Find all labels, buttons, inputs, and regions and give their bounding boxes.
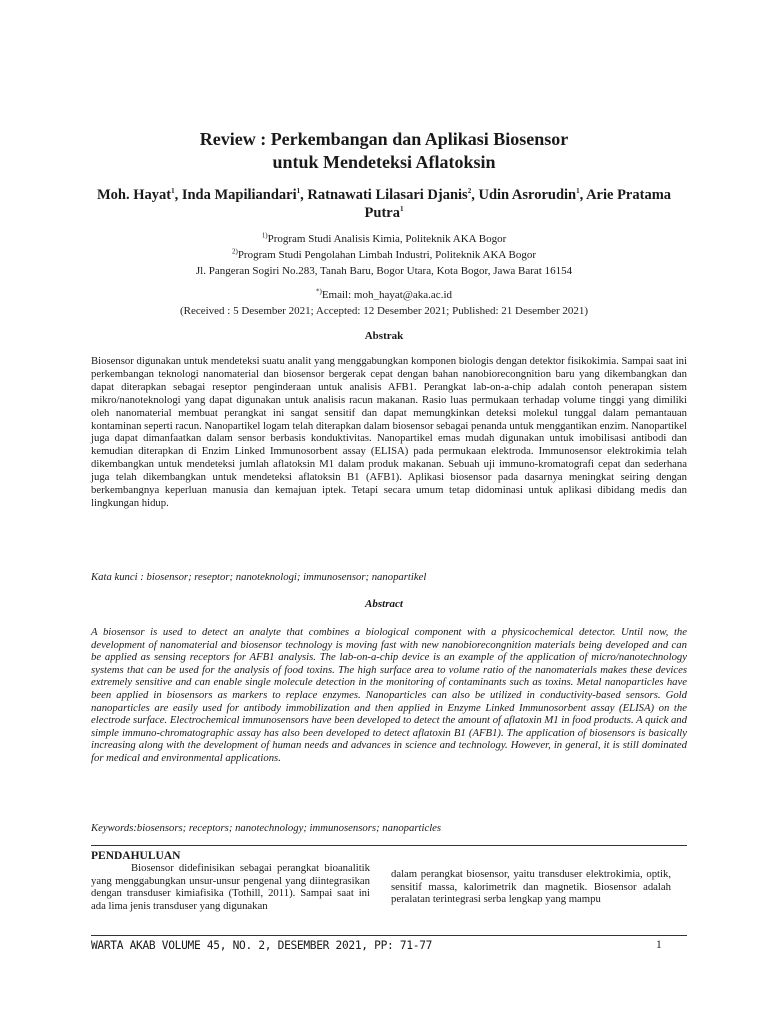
affiliation-address: Jl. Pangeran Sogiri No.283, Tanah Baru, Bogor Utara, Kota Bogor, Jawa Barat 16154 <box>195 265 573 277</box>
affiliation: $^{1)}$Program Studi Analisis Kimia, Politeknik AKA Bogor <box>261 231 507 245</box>
section-heading: PENDAHULUAN <box>91 850 181 862</box>
footer-divider <box>91 935 687 936</box>
author: Inda Mapiliandari$^1$, <box>181 187 308 203</box>
abstract-heading: Abstract <box>365 598 403 610</box>
abstrak-heading: Abstrak <box>364 330 404 342</box>
received-dates: (Received : 5 Desember 2021; Accepted: 12 Desember 2021; Published: 21 Desember 2021) <box>179 305 589 317</box>
journal-footer: WARTA AKAB VOLUME 45, NO. 2, DESEMBER 2021, PP: 71-77 <box>91 939 433 952</box>
body-column-left <box>91 862 370 912</box>
paper-title <box>0 128 768 174</box>
contact-info <box>0 287 768 319</box>
paragraph: Biosensor didefinisikan sebagai perangkat bioanalitik yang menggabungkan unsur-unsur pengenal yang diintegrasikan dengan transduser kimiafisika (Tothill, 2011). Sampai saat ini ada lima jenis transduser yang digunakan <box>91 862 370 912</box>
kata-kunci: Kata kunci : biosensor; reseptor; nanoteknologi; immunosensor; nanopartikel <box>91 571 427 583</box>
affiliation: $^{2)}$Program Studi Pengolahan Limbah Industri, Politeknik AKA Bogor <box>231 247 537 261</box>
page-number: 1 <box>656 939 662 951</box>
paragraph: dalam perangkat biosensor, yaitu transduser elektrokimia, optik, sensitif massa, kalorimetrik dan magnetik. Biosensor adalah peralatan terintegrasi serba lengkap yang mampu <box>391 868 671 906</box>
author: Arie Pratama Putra$^1$ <box>364 187 672 221</box>
title-line-1: Review : Perkembangan dan Aplikasi Biosensor <box>199 129 569 149</box>
email-line: *)Email: moh_hayat@aka.ac.id <box>315 287 452 301</box>
abstract-body: A biosensor is used to detect an analyte that combines a biological component with a physicochemical detector. Until now, the development of nanomaterial and biosensor technology is moving fast with new nanobiorecongnition materials being developed and can be applied as sensing receptors for AFB1 analysis. The lab-on-a-chip device is an example of the application of micro/nanotechnology systems that can be used for the analysis of food toxins. The high surface area to volume ratio of the nanomaterials makes these devices extremely sensitive and can enable single molecule detection in the monitoring of contaminants such as toxins. Metal nanoparticles have been applied in biosensors as markers to replace enzymes. Nanoparticles can also be utilized in conductivity-based sensors. Gold nanoparticles are easily used for antibody immobilization and then applied in Enzyme Linked Immunosorbent assay (ELISA) on the electrode surface. Electrochemical immunosensors have been developed to detect the amount of aflatoxin M1 in food products. A quick and simple immuno-chromatographic assay has also been developed to detect aflatoxin B1 (AFB1). The application of biosensors is basically increasing along with the development of human needs and advances in science and technology. However, in general, it is still dominated for medical and environmental applications. <box>91 626 687 764</box>
keywords: Keywords:biosensors; receptors; nanotechnology; immunosensors; nanoparticles <box>91 822 442 834</box>
author: Moh. Hayat$^1$, <box>96 187 182 203</box>
author-list <box>90 186 678 222</box>
section-divider-top <box>91 845 687 846</box>
body-column-right <box>391 868 671 906</box>
affiliations <box>0 231 768 279</box>
abstrak-body: Biosensor digunakan untuk mendeteksi suatu analit yang menggabungkan komponen biologis dengan detektor fisikokimia. Sampai saat ini perkembangan teknologi nanomaterial dan biosensor bergerak cepat dengan bahan nanobiorecongnition baru yang dikembangkan dan dapat diterapkan sebagai reseptor penginderaan untuk analisis AFB1. Perangkat lab-on-a-chip adalah contoh penerapan sistem mikro/nanoteknologi yang dapat digunakan untuk analisis racun makanan. Rasio luas permukaan terhadap volume tinggi yang dimiliki oleh nanomaterial membuat perangkat ini sangat sensitif dan dapat memungkinkan deteksi molekul tunggal dalam pemantauan kontaminan seperti racun. Nanopartikel logam telah diterapkan dalam biosensor sebagai penanda untuk menggantikan enzim. Nanopartikel juga dapat dimanfaatkan dalam sensor berbasis konduktivitas. Nanopartikel emas mudah digunakan untuk imobilisasi antibodi dan kemudian diterapkan di Enzim Linked Immunosorbent assay (ELISA) pada permukaan elektroda. Immunosensor elektrokimia telah dikembangkan untuk mendeteksi jumlah aflatoksin M1 dalam produk makanan. Sebuah uji immuno-kromatografi cepat dan sederhana juga telah dikembangkan untuk mendeteksi aflatoksin B1 (AFB1). Aplikasi biosensor pada dasarnya meningkat seiring dengan berkembangnya keperluan manusia dan kemajuan iptek. Tetapi secara umum tetap didominasi untuk aplikasi dibidang medis dan lingkungan hidup. <box>91 355 687 509</box>
author: Ratnawati Lilasari Djanis$^2$, <box>307 187 479 203</box>
title-line-2: untuk Mendeteksi Aflatoksin <box>272 152 496 172</box>
author: Udin Asrorudin$^1$, <box>478 187 587 203</box>
